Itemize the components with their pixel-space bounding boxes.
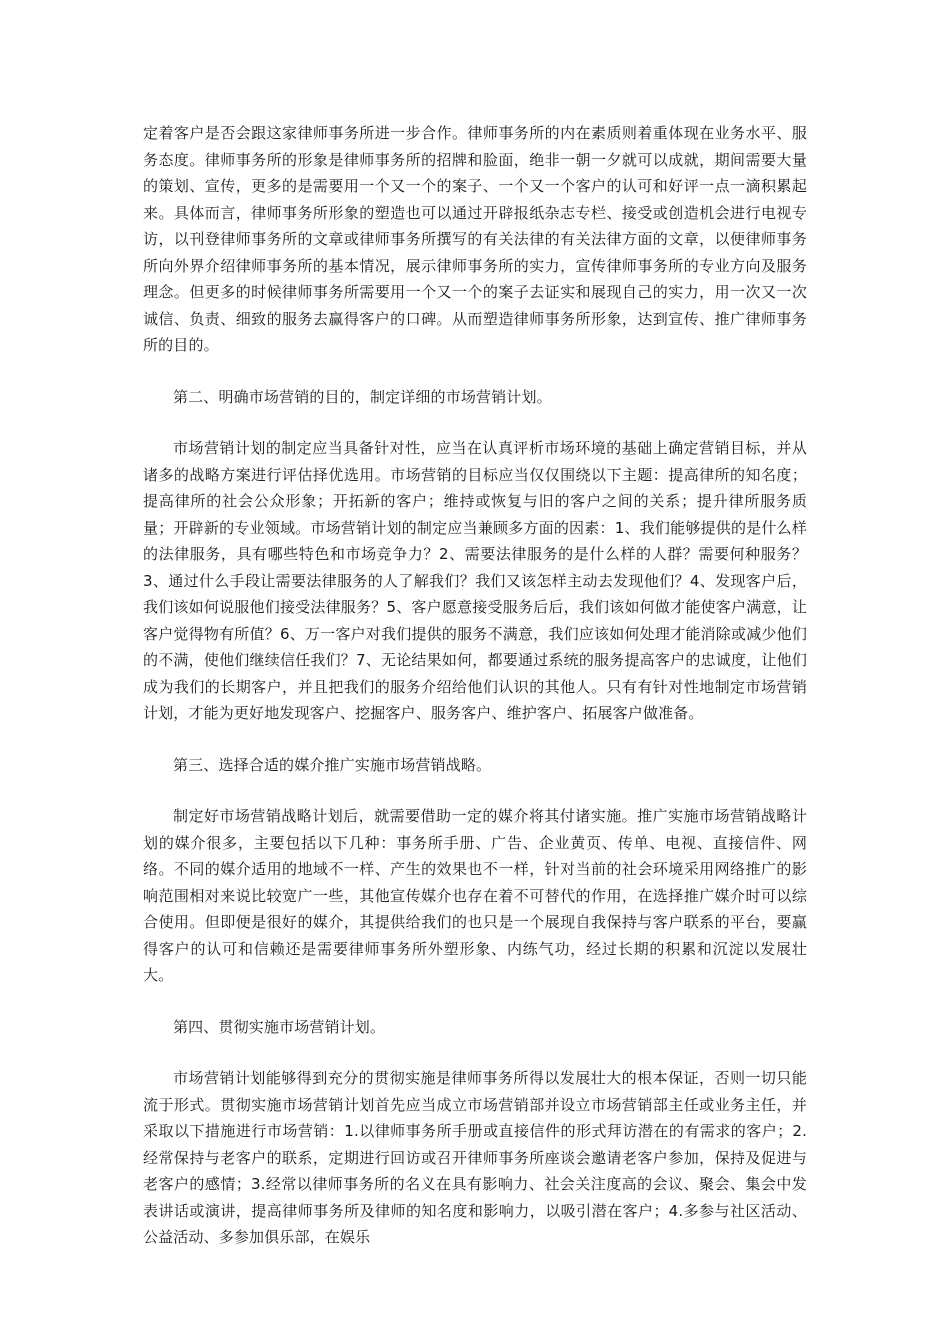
section-heading-4: 第四、贯彻实施市场营销计划。: [173, 1017, 386, 1036]
paragraph-implementation: 市场营销计划能够得到充分的贯彻实施是律师事务所得以发展壮大的根本保证，否则一切只能流于形式。贯彻实施市场营销计划首先应当成立市场营销部并设立市场营销部主任或业务主任，并采取以下措施进行市场营销：1.以律师事务所手册或直接信件的形式拜访潜在的有需求的客户；2.经常保持与老客户的联系，定期进行回访或召开律师事务所座谈会邀请老客户参加，保持及促进与老客户的感情；3.经常以律师事务所的名义在具有影响力、社会关注度高的会议、聚会、集会中发表讲话或演讲，提高律师事务所及律师的知名度和影响力，以吸引潜在客户；4.多参与社区活动、公益活动、多参加俱乐部，在娱乐: [143, 1069, 807, 1246]
section-heading-2: 第二、明确市场营销的目的，制定详细的市场营销计划。: [173, 387, 552, 406]
section-heading-3: 第三、选择合适的媒介推广实施市场营销战略。: [173, 755, 492, 774]
paragraph-media: 制定好市场营销战略计划后，就需要借助一定的媒介将其付诸实施。推广实施市场营销战略计划的媒介很多，主要包括以下几种：事务所手册、广告、企业黄页、传单、电视、直接信件、网络。不同的媒介适用的地域不一样、产生的效果也不一样，针对当前的社会环境采用网络推广的影响范围相对来说比较宽广一些，其他宣传媒介也存在着不可替代的作用，在选择推广媒介时可以综合使用。但即便是很好的媒介，其提供给我们的也只是一个展现自我保持与客户联系的平台，要赢得客户的认可和信赖还是需要律师事务所外塑形象、内练气功，经过长期的积累和沉淀以发展壮大。: [143, 807, 807, 984]
paragraph-continuation: 定着客户是否会跟这家律师事务所进一步合作。律师事务所的内在素质则着重体现在业务水平、服务态度。律师事务所的形象是律师事务所的招牌和脸面，绝非一朝一夕就可以成就，期间需要大量的策划、宣传，更多的是需要用一个又一个的案子、一个又一个客户的认可和好评一点一滴积累起来。具体而言，律师事务所形象的塑造也可以通过开辟报纸杂志专栏、接受或创造机会进行电视专访，以刊登律师事务所的文章或律师事务所撰写的有关法律的有关法律方面的文章，以便律师事务所向外界介绍律师事务所的基本情况，展示律师事务所的实力，宣传律师事务所的专业方向及服务理念。但更多的时候律师事务所需要用一个又一个的案子去证实和展现自己的实力，用一次又一次诚信、负责、细致的服务去赢得客户的口碑。从而塑造律师事务所形象，达到宣传、推广律师事务所的目的。: [143, 124, 807, 354]
document-page: [143, 120, 807, 1251]
paragraph-marketing-plan: 市场营销计划的制定应当具备针对性，应当在认真评析市场环境的基础上确定营销目标，并从诸多的战略方案进行评估择优选用。市场营销的目标应当仅仅围绕以下主题：提高律所的知名度；提高律所的社会公众形象；开拓新的客户；维持或恢复与旧的客户之间的关系；提升律所服务质量；开辟新的专业领域。市场营销计划的制定应当兼顾多方面的因素：1、我们能够提供的是什么样的法律服务，具有哪些特色和市场竞争力？2、需要法律服务的是什么样的人群？需要何种服务？3、通过什么手段让需要法律服务的人了解我们？我们又该怎样主动去发现他们？4、发现客户后，我们该如何说服他们接受法律服务？5、客户愿意接受服务后后，我们该如何做才能使客户满意，让客户觉得物有所值？6、万一客户对我们提供的服务不满意，我们应该如何处理才能消除或减少他们的不满，使他们继续信任我们？7、无论结果如何，都要通过系统的服务提高客户的忠诚度，让他们成为我们的长期客户，并且把我们的服务介绍给他们认识的其他人。只有有针对性地制定市场营销计划，才能为更好地发现客户、挖掘客户、服务客户、维护客户、拓展客户做准备。: [143, 439, 807, 722]
